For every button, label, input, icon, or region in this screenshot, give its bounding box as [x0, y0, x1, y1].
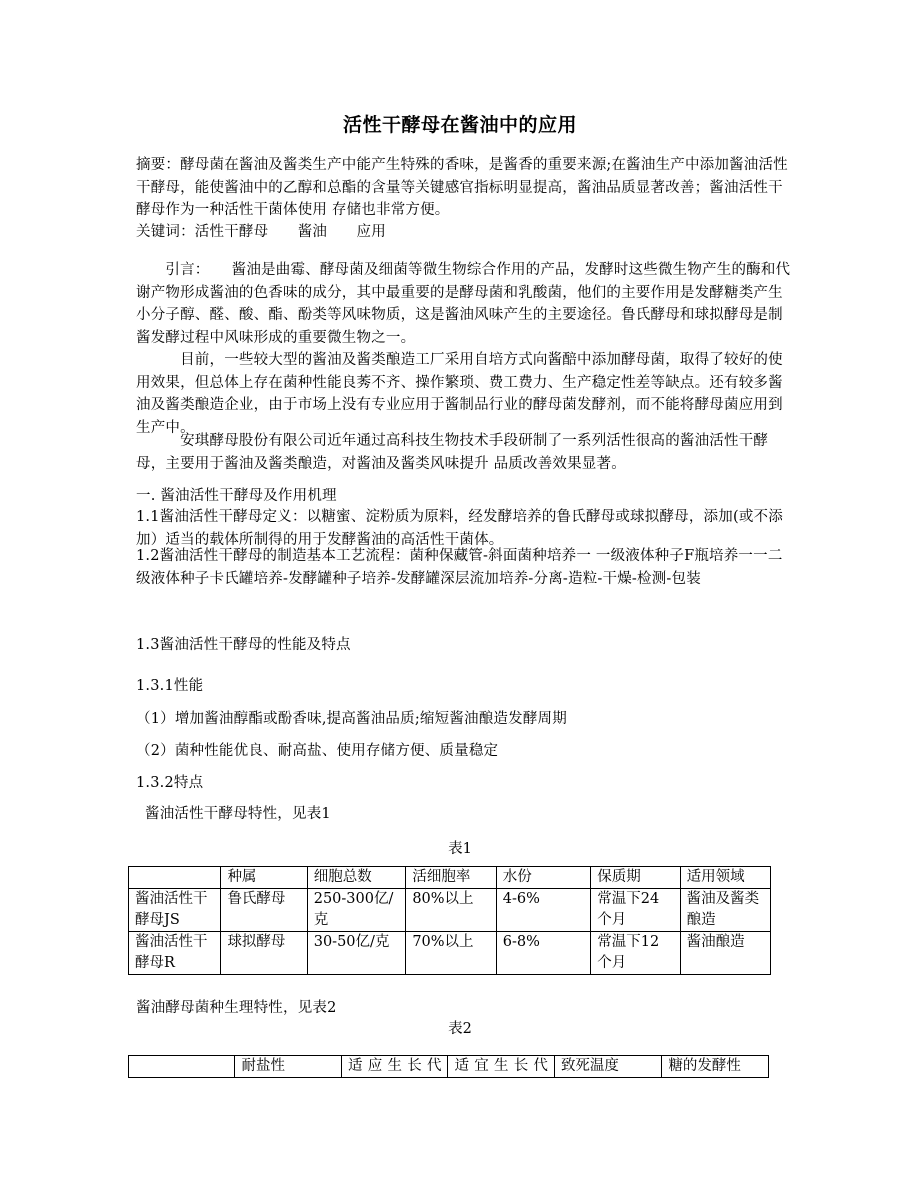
document-title: 活性干酵母在酱油中的应用 — [342, 114, 577, 136]
table-cell: 酱油及酱类酿造 — [680, 889, 770, 932]
see-table-1: 酱油活性干酵母特性，见表1 — [145, 806, 331, 822]
table-2-header: 适应生长代 — [341, 1056, 447, 1078]
table-cell: 常温下24个月 — [591, 889, 680, 932]
table-2 — [128, 1055, 769, 1078]
keywords-line: 关键词：活性干酵母 酱油 应用 — [136, 224, 386, 240]
section-1-3: 1.3酱油活性干酵母的性能及特点 — [136, 637, 351, 653]
table-1-header: 适用领域 — [680, 867, 770, 889]
table-2-header: 耐盐性 — [235, 1056, 341, 1078]
table-2-header-row — [129, 1056, 769, 1078]
intro-paragraph-2: 目前，一些较大型的酱油及酱类酿造工厂采用自培方式向酱醅中添加酵母菌，取得了较好的使用效果，但总体上存在菌种性能良莠不齐、操作繁琐、费工费力、生产稳定性差等缺点。还有较多酱油及酱类酿造企业，由于市场上没有专业应用于酱制品行业的酵母菌发酵剂，而不能将酵母菌应用到生产中。 — [136, 352, 783, 436]
section-1-heading: 一. 酱油活性干酵母及作用机理 — [136, 488, 337, 504]
section-1-3-2: 1.3.2特点 — [136, 775, 204, 791]
abstract-paragraph: 摘要：酵母菌在酱油及酱类生产中能产生特殊的香味，是酱香的重要来源;在酱油生产中添加酱油活性干酵母，能使酱油中的乙醇和总酯的含量等关键感官指标明显提高，酱油品质显著改善；酱油活性干酵母作为一种活性干菌体使用 存储也非常方便。 — [136, 157, 788, 218]
table-1-header: 细胞总数 — [307, 867, 406, 889]
table-cell: 30-50亿/克 — [307, 932, 406, 975]
performance-item-2: （2）菌种性能优良、耐高盐、使用存储方便、质量稳定 — [136, 743, 499, 759]
table-2-header: 糖的发酵性 — [662, 1056, 769, 1078]
table-cell: 球拟酵母 — [221, 932, 307, 975]
table-1-header: 种属 — [221, 867, 307, 889]
table-cell: 70%以上 — [406, 932, 496, 975]
table-1-header: 保质期 — [591, 867, 680, 889]
section-1-3-1: 1.3.1性能 — [136, 678, 204, 694]
table-cell: 4-6% — [496, 889, 591, 932]
table-row — [129, 889, 771, 932]
table-2-header: 适宜生长代 — [448, 1056, 554, 1078]
table-cell: 常温下12个月 — [591, 932, 680, 975]
table-1-caption: 表1 — [448, 841, 472, 857]
table-2-caption: 表2 — [448, 1021, 472, 1037]
table-cell: 80%以上 — [406, 889, 496, 932]
table-1-header: 水份 — [496, 867, 591, 889]
table-cell: 250-300亿/克 — [307, 889, 406, 932]
section-1-2: 1.2酱油活性干酵母的制造基本工艺流程：菌种保藏管-斜面菌种培养一 一级液体种子F瓶培养一一二级液体种子卡氏罐培养-发酵罐种子培养-发酵罐深层流加培养-分离-造粒-干燥-检测-包装 — [136, 548, 783, 587]
table-2-header — [129, 1056, 235, 1078]
see-table-2: 酱油酵母菌种生理特性，见表2 — [136, 1000, 337, 1016]
table-1-header: 活细胞率 — [406, 867, 496, 889]
table-cell: 6-8% — [496, 932, 591, 975]
table-2-header: 致死温度 — [554, 1056, 662, 1078]
table-cell: 酱油活性干酵母R — [129, 932, 221, 975]
table-cell: 鲁氏酵母 — [221, 889, 307, 932]
performance-item-1: （1）增加酱油醇酯或酚香味,提高酱油品质;缩短酱油酿造发酵周期 — [136, 711, 567, 727]
table-cell: 酱油酿造 — [680, 932, 770, 975]
table-cell: 酱油活性干酵母JS — [129, 889, 221, 932]
table-1-header — [129, 867, 221, 889]
section-1-1: 1.1酱油活性干酵母定义：以糖蜜、淀粉质为原料，经发酵培养的鲁氏酵母或球拟酵母，添加(或不添加）适当的载体所制得的用于发酵酱油的高活性干菌体。 — [136, 509, 783, 548]
intro-paragraph-1: 引言： 酱油是曲霉、酵母菌及细菌等微生物综合作用的产品，发酵时这些微生物产生的酶和代谢产物形成酱油的色香味的成分，其中最重要的是酵母菌和乳酸菌，他们的主要作用是发酵糖类产生小分子醇、醛、酸、酯、酚类等风味物质，这是酱油风味产生的主要途径。鲁氏酵母和球拟酵母是制酱发酵过程中风味形成的重要微生物之一。 — [136, 262, 791, 346]
intro-paragraph-3: 安琪酵母股份有限公司近年通过高科技生物技术手段研制了一系列活性很高的酱油活性干酵母，主要用于酱油及酱类酿造，对酱油及酱类风味提升 品质改善效果显著。 — [136, 433, 769, 472]
table-1 — [128, 866, 771, 975]
table-1-header-row — [129, 867, 771, 889]
table-row — [129, 932, 771, 975]
